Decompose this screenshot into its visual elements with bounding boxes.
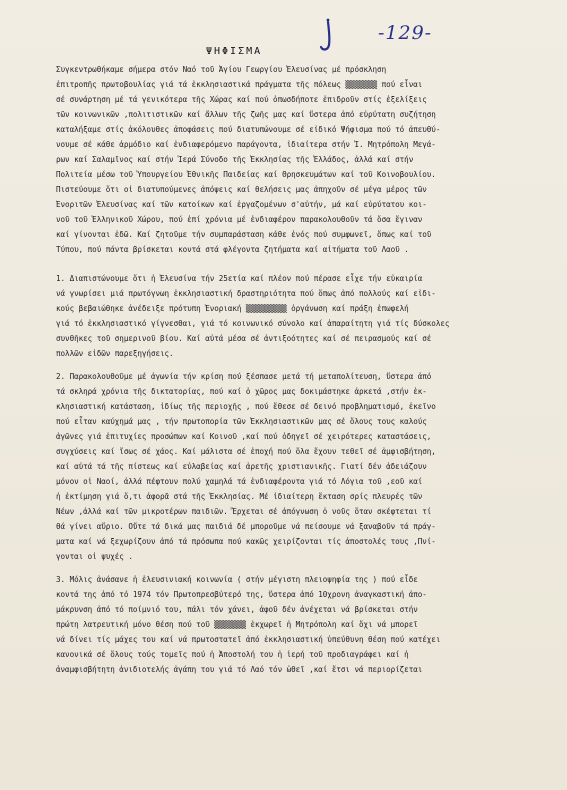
text-line: τά σκληρά χρόνια τῆς δικτατορίας, πού καί ὁ χῶρος μας δοκιμάστηκε ἀρκετά ,στήν ἐκ- [56, 387, 427, 396]
text-line: πού εἶταν καύχημά μας , τήν πρωτοπορία τῶν Ἐκκλησιαστικῶν μας σέ ὅλους τους καλούς [56, 417, 427, 426]
text-line: ρων καί Σαλαμῖνος καί στήν Ἱερά Σύνοδο τῆς Ἐκκλησίας τῆς Ἑλλάδος, ἀλλά καί στήν [56, 155, 414, 164]
handwritten-mark [318, 18, 342, 54]
text-line: ματα καί νά ξεχωρίζουν ἀπό τά πρόσωπα πού κακῶς χειρίζονται τίς ἀποστολές τους ,Πνί- [56, 537, 436, 546]
text-line: ἐπιτροπῆς πρωτοβουλίας γιά τά ἐκκλησιαστικά πράγματα τῆς πόλεως ▒▒▒▒▒▒▒ πού εἶναι [56, 80, 423, 89]
text-line: Ἐνοριτῶν Ἐλευσίνας καί τῶν κατοίκων καί ἐργαζομένων σ'αὐτήν, μά καί εὐρύτατου κοι- [56, 200, 427, 209]
document-body [56, 62, 556, 677]
text-line: μάκρυνση ἀπό τό ποίμνιό του, πάλι τόν χάνει, ἀφοῦ δέν ἀνέχεται νά βρίσκεται στήν [56, 605, 418, 614]
paragraph-3 [56, 572, 556, 677]
text-line: Νέων ,ἀλλά καί τῶν μικροτέρων παιδιῶν. Ἔρχεται σέ ἀπόγνωση ὁ νοῦς ὅταν σκέφτεται τί [56, 507, 432, 516]
text-line: συνθῆκες τοῦ σημερινοῦ βίου. Καί αὐτά μέσα σέ ἀντιξοότητες καί σέ πειρασμούς καί σέ [56, 334, 432, 343]
text-line: γονται οἱ ψυχές . [56, 552, 133, 561]
text-line: γιά τό ἐκκλησιαστικό γίγνεσθαι, γιά τό κοινωνικό σύνολο καί ἀπαραίτητη γιά τίς δύσκολες [56, 319, 450, 328]
text-line: νά δίνει τίς μάχες του καί νά πρωτοστατεῖ ἀπό ἐκκλησιαστική ὑπεύθυνη θέση πού κατέχει [56, 635, 441, 644]
paragraph-1 [56, 271, 556, 361]
text-line: Πολιτεία μέσω τοῦ Ὑπουργείου Ἐθνικῆς Παιδείας καί Θρησκευμάτων καί τοῦ Κοινοβουλίου. [56, 170, 436, 179]
text-line: πρώτη λατρευτική μόνο θέση πού τοῦ ▒▒▒▒▒▒▒ ἐκχωρεῖ ἡ Μητρόπολη καί ὄχι νά μπορεῖ [56, 620, 418, 629]
text-line: ἀναμφισβήτητη ἀνιδιοτελής ἀγάπη του γιά τό Λαό τόν ὠθεῖ ,καί ἔτσι νά περιορίζεται [56, 665, 423, 674]
text-line: συγχύσεις καί ἴσως σέ χάος. Καί μάλιστα σέ ἐποχή πού ὅλα ἔχουν τεθεῖ σέ ἀμφισβήτηση, [56, 447, 436, 456]
text-line: θά γίνει αὔριο. Οὔτε τά δικά μας παιδιά δέ μποροῦμε νά πείσουμε νά ξαναβοῦν τά πράγ- [56, 522, 436, 531]
text-line: κλησιαστική κατάσταση, ἰδίως τῆς περιοχῆς , πού ἔθεσε σέ δεινό προβληματισμό, ἐκεῖνο [56, 402, 436, 411]
page-number: -129- [378, 22, 433, 44]
text-line: Τύπου, πού πάντα βρίσκεται κοντά στά φλέγοντα ζητήματα καί αἰτήματα τοῦ Λαοῦ . [56, 245, 409, 254]
text-line: πολλῶν εἰδῶν παρεξηγήσεις. [56, 349, 174, 358]
text-line: ἀγῶνες γιά ἐπιτυχίες προσώπων καί Κοινοῦ ,καί πού ὁδηγεῖ σέ χειρότερες καταστάσεις, [56, 432, 432, 441]
paragraph-2 [56, 369, 556, 564]
text-line: Συγκεντρωθήκαμε σήμερα στόν Ναό τοῦ Ἁγίου Γεωργίου Ἐλευσίνας μέ πρόσκληση [56, 65, 387, 74]
text-line: καί γίνονται ἐδῶ. Καί ζητοῦμε τήν συμπαράσταση κάθε ἑνός πού συμφωνεῖ, ὅπως καί τοῦ [56, 230, 432, 239]
text-line: νά γνωρίσει μιά πρωτόγνωη ἐκκλησιαστική δραστηριότητα πού ὅπως ἀπό πολλούς καί εἰδι- [56, 289, 436, 298]
text-line: 1. Διαπιστώνουμε ὅτι ἡ Ἐλευσίνα τήν 25ετία καί πλέον πού πέρασε εἶχε τήν εὐκαιρία [56, 274, 423, 283]
text-line: τῶν κοινωνικῶν ,πολιτιστικῶν καί ἄλλων τῆς ζωῆς μας καί ὕστερα ἀπό εὐρύτατη συζήτηση [56, 110, 436, 119]
text-line: ἡ ἐκτίμηση γιά ὅ,τι ἀφορᾶ στά τῆς Ἐκκλησίας. Μέ ἰδιαίτερη ἔκταση σρίς πλευρές τῶν [56, 492, 423, 501]
text-line: κανονικά σέ ὅλους τούς τομεῖς πού ἡ Ἀποστολή του ἡ ἱερή τοῦ προδιαγράφει καί ἡ [56, 650, 409, 659]
text-line: νουμε σέ κάθε ἁρμόδιο καί ἐνδιαφερόμενο παράγοντα, ἰδιαίτερα στήν Ἱ. Μητρόπολη Μεγά- [56, 140, 436, 149]
text-line: νοῦ τοῦ Ἑλληνικοῦ Χώρου, πού ἐπί χρόνια μέ ἐνδιαφέρον παρακολουθοῦν τά ὅσα ἔγιναν [56, 215, 423, 224]
text-line: καί αὐτά τά τῆς πίστεως καί εὐλαβείας καί ἀρετῆς χριστιανικῆς. Γιατί δέν ἀδειάζουν [56, 462, 427, 471]
text-line: κούς βεβαιώθηκε ἀνέδειξε πρότυπη Ἐνοριακή ▒▒▒▒▒▒▒▒▒ ὀργάνωση καί πράξη ἐπωφελή [56, 304, 409, 313]
document-title: ΨΗΦΙΣΜΑ [206, 46, 263, 57]
text-line: κοντά της ἀπό τό 1974 τόν Πρωτοπρεσβύτερό της, ὕστερα ἀπό 10χρονη ἀναγκαστική ἀπο- [56, 590, 427, 599]
text-line: καταλήξαμε στίς ἀκόλουθες ἀποφάσεις πού διατυπώνουμε σέ εἰδικό Ψήφισμα πού τό ἀπευθύ- [56, 125, 441, 134]
text-line: 3. Μόλις ἀνάσανε ἡ ἐλευσινιακή κοινωνία ( στήν μέγιστη πλειοψηφία της ) πού εἶδε [56, 575, 418, 584]
text-line: 2. Παρακολουθοῦμε μέ ἀγωνία τήν κρίση πού ξέσπασε μετά τή μεταπολίτευση, ὕστερα ἀπό [56, 372, 432, 381]
text-line: Πιστεύουμε ὅτι οἱ διατυπούμενες ἀπόψεις καί θελήσεις μας ἀπηχοῦν σέ μέγα μέρος τῶν [56, 185, 427, 194]
paragraph-intro [56, 62, 556, 257]
text-line: μόνον οἱ Ναοί, ἀλλά πέφτουν πολύ χαμηλά τά ἐνδιαφέροντα γιά τό Λόγια τοῦ ,εοῦ καί [56, 477, 423, 486]
text-line: σέ συνάρτηση μέ τά γενικότερα τῆς Χώρας καί πού ὁπωσδήποτε ἐπιδροῦν στίς ἐξελίξεις [56, 95, 427, 104]
